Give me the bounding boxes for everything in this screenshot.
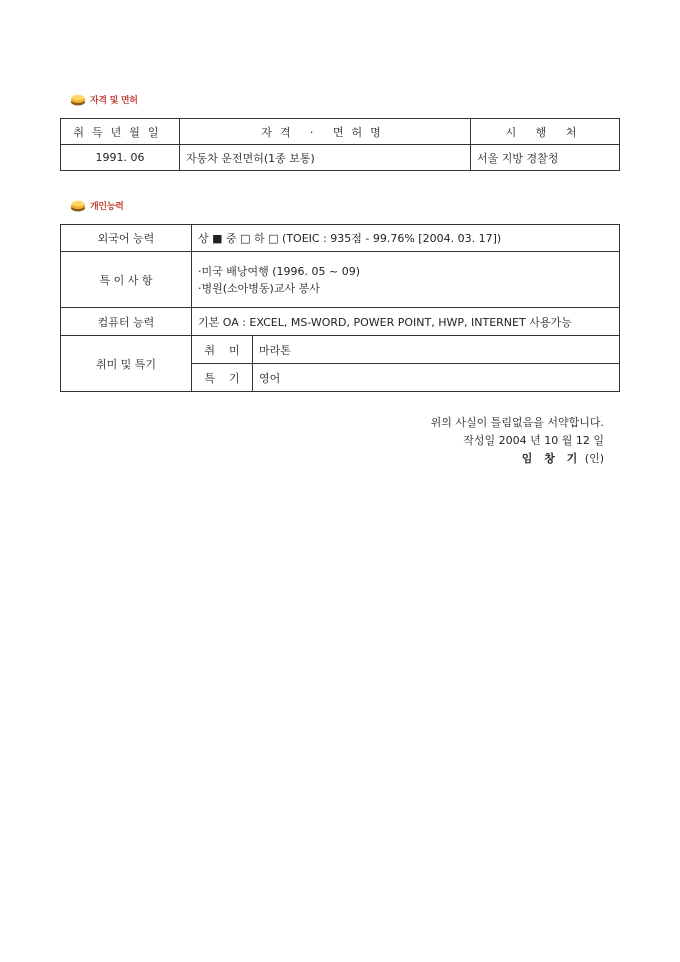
special-note-line: ·미국 배낭여행 (1996. 05 ~ 09) <box>198 264 361 278</box>
license-table <box>60 118 620 171</box>
book-icon <box>70 199 86 212</box>
foreign-language-label: 외국어 능력 <box>61 225 192 252</box>
table-row <box>61 308 620 336</box>
written-date: 작성일 2004 년 10 월 12 일 <box>463 434 604 447</box>
header-issuer: 시 행 처 <box>471 119 620 145</box>
section-title-license: 자격 및 면허 <box>90 96 138 106</box>
license-table-header <box>61 119 620 145</box>
table-row <box>61 225 620 252</box>
table-row <box>61 252 620 308</box>
pledge-statement: 위의 사실이 틀림없음을 서약합니다. <box>430 416 604 429</box>
license-name-cell: 자동차 운전면허(1종 보통) <box>180 145 471 171</box>
special-note-line: ·병원(소아병동)교사 봉사 <box>198 281 320 295</box>
signer-name: 임 창 기 <box>521 452 582 465</box>
section-heading-license <box>70 93 138 106</box>
license-issuer-cell: 서울 지방 경찰청 <box>471 145 620 171</box>
talent-value: 영어 <box>253 364 620 392</box>
computer-skills-value: 기본 OA : EXCEL, MS-WORD, POWER POINT, HWP, INTERNET 사용가능 <box>192 308 620 336</box>
section-heading-abilities <box>70 199 124 212</box>
table-row <box>61 336 620 364</box>
signer-line <box>431 450 604 468</box>
special-notes-value <box>192 252 620 308</box>
special-notes-label: 특 이 사 항 <box>61 252 192 308</box>
talent-label: 특 기 <box>192 364 253 392</box>
computer-skills-label: 컴퓨터 능력 <box>61 308 192 336</box>
signature-block <box>431 414 604 468</box>
hobby-label: 취 미 <box>192 336 253 364</box>
hobby-value: 마라톤 <box>253 336 620 364</box>
foreign-language-value: 상 ■ 중 □ 하 □ (TOEIC : 935점 - 99.76% [2004. 03. 17]) <box>192 225 620 252</box>
book-icon <box>70 93 86 106</box>
seal-mark: (인) <box>584 452 604 465</box>
ability-table <box>60 224 620 392</box>
table-row <box>61 145 620 171</box>
license-date-cell: 1991. 06 <box>61 145 180 171</box>
header-license-name: 자격 · 면허명 <box>180 119 471 145</box>
section-title-abilities: 개인능력 <box>90 202 124 212</box>
hobby-talent-label: 취미 및 특기 <box>61 336 192 392</box>
header-acquired-date: 취득년월일 <box>61 119 180 145</box>
